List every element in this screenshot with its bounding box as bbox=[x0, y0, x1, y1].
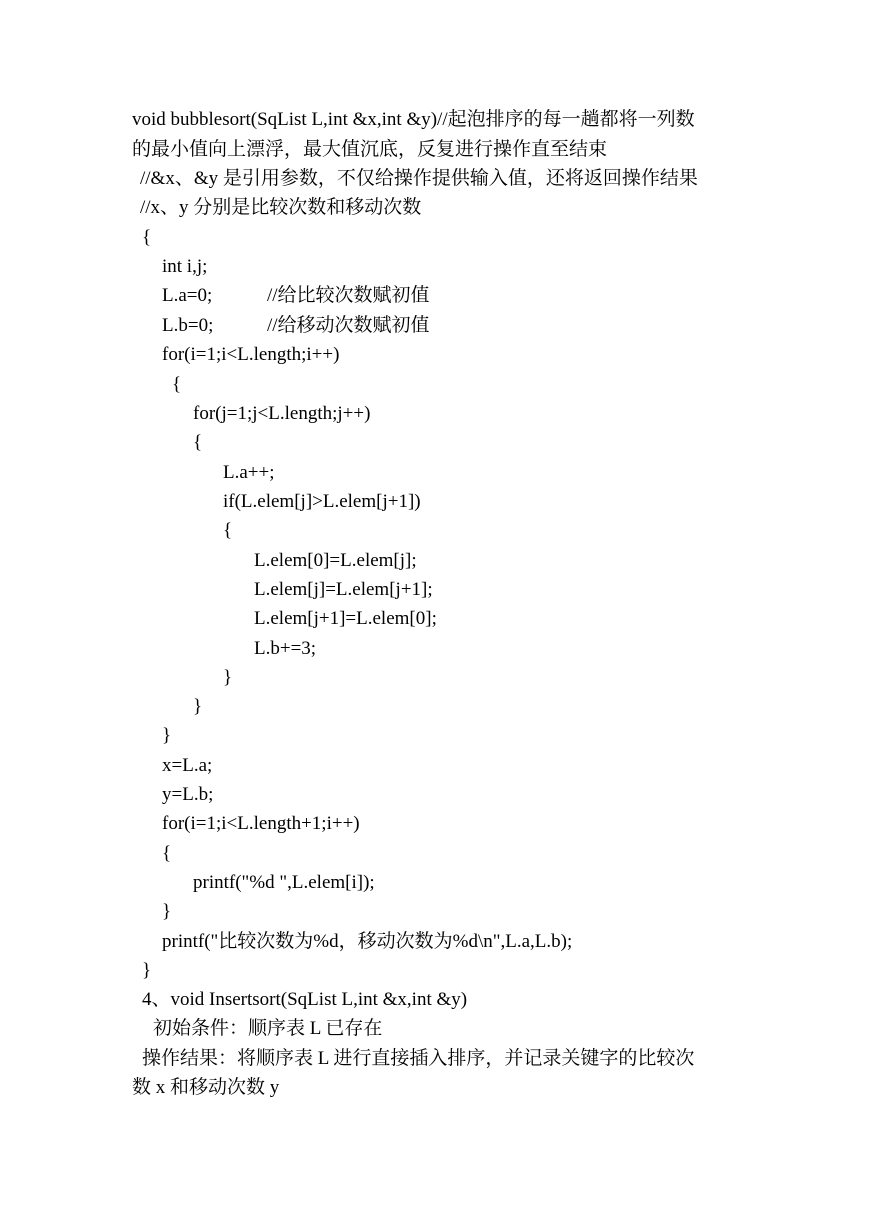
code-line: for(j=1;j<L.length;j++) bbox=[193, 403, 371, 424]
result-text: 数 x 和移动次数 y bbox=[132, 1077, 280, 1098]
code-line: L.elem[0]=L.elem[j]; bbox=[254, 550, 417, 571]
code-line: L.elem[j+1]=L.elem[0]; bbox=[254, 608, 437, 629]
code-brace: } bbox=[142, 960, 152, 981]
code-line: printf("比较次数为%d，移动次数为%d\n",L.a,L.b); bbox=[162, 931, 573, 952]
code-line: y=L.b; bbox=[162, 784, 214, 805]
code-brace: { bbox=[142, 227, 152, 248]
code-brace: } bbox=[162, 725, 172, 746]
code-line: L.a++; bbox=[223, 462, 275, 483]
code-brace: { bbox=[172, 374, 182, 395]
code-comment: //给移动次数赋初值 bbox=[267, 315, 430, 336]
code-line: if(L.elem[j]>L.elem[j+1]) bbox=[223, 491, 421, 512]
code-brace: } bbox=[223, 667, 233, 688]
precondition-text: 初始条件：顺序表 L 已存在 bbox=[153, 1018, 383, 1039]
code-line: L.b=0; bbox=[162, 315, 214, 336]
comment-line: //&x、&y 是引用参数，不仅给操作提供输入值，还将返回操作结果 bbox=[140, 168, 698, 189]
text-line: void bubblesort(SqList L,int &x,int &y)//起泡排序的每一趟都将一列数 bbox=[132, 109, 695, 130]
comment-line: //x、y 分别是比较次数和移动次数 bbox=[140, 197, 422, 218]
code-line: L.a=0; bbox=[162, 285, 213, 306]
code-brace: { bbox=[223, 520, 233, 541]
code-line: int i,j; bbox=[162, 256, 208, 277]
code-line: L.elem[j]=L.elem[j+1]; bbox=[254, 579, 433, 600]
code-line: L.b+=3; bbox=[254, 638, 317, 659]
section-heading: 4、void Insertsort(SqList L,int &x,int &y) bbox=[142, 989, 468, 1010]
code-line: printf("%d ",L.elem[i]); bbox=[193, 872, 375, 893]
code-brace: } bbox=[162, 901, 172, 922]
code-brace: { bbox=[193, 432, 203, 453]
code-line: x=L.a; bbox=[162, 755, 213, 776]
code-line: for(i=1;i<L.length;i++) bbox=[162, 344, 340, 365]
code-brace: { bbox=[162, 843, 172, 864]
text-line: 的最小值向上漂浮，最大值沉底，反复进行操作直至结束 bbox=[132, 139, 608, 160]
result-text: 操作结果：将顺序表 L 进行直接插入排序，并记录关键字的比较次 bbox=[142, 1048, 695, 1069]
code-brace: } bbox=[193, 696, 203, 717]
code-comment: //给比较次数赋初值 bbox=[267, 285, 430, 306]
code-line: for(i=1;i<L.length+1;i++) bbox=[162, 813, 360, 834]
